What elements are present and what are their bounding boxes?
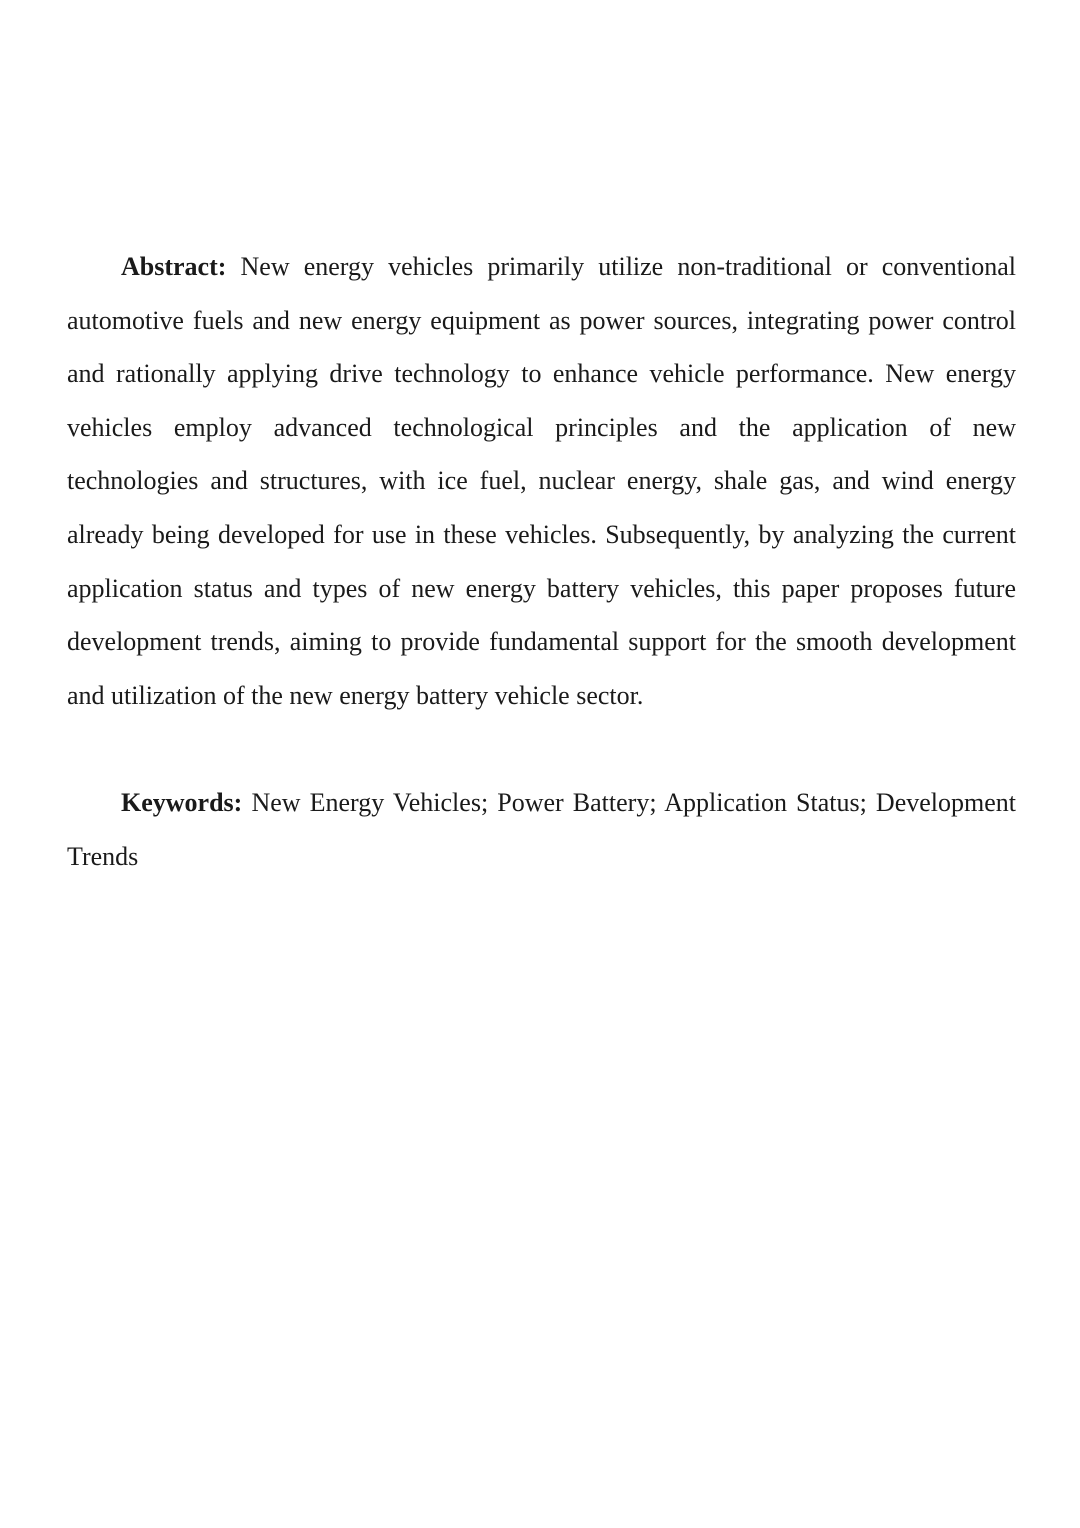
abstract-text: New energy vehicles primarily utilize non-traditional or conventional automotive fuels and new energy equipment as power sources, integrating power control and rationally applying drive technology to enhance vehicle performance. New energy vehicles employ advanced technological principles and the application of new technologies and structures, with ice fuel, nuclear energy, shale gas, and wind energy already being developed for use in these vehicles. Subsequently, by analyzing the current application status and types of new energy battery vehicles, this paper proposes future development trends, aiming to provide fundamental support for the smooth development and utilization of the new energy battery vehicle sector. (67, 252, 1016, 710)
keywords-label: Keywords: (121, 788, 243, 818)
keywords-paragraph (67, 776, 1016, 883)
abstract-label: Abstract: (121, 252, 227, 281)
keywords-text: New Energy Vehicles; Power Battery; Application Status; Development Trends (67, 788, 1017, 871)
abstract-section (67, 240, 1016, 884)
abstract-paragraph (67, 240, 1016, 722)
